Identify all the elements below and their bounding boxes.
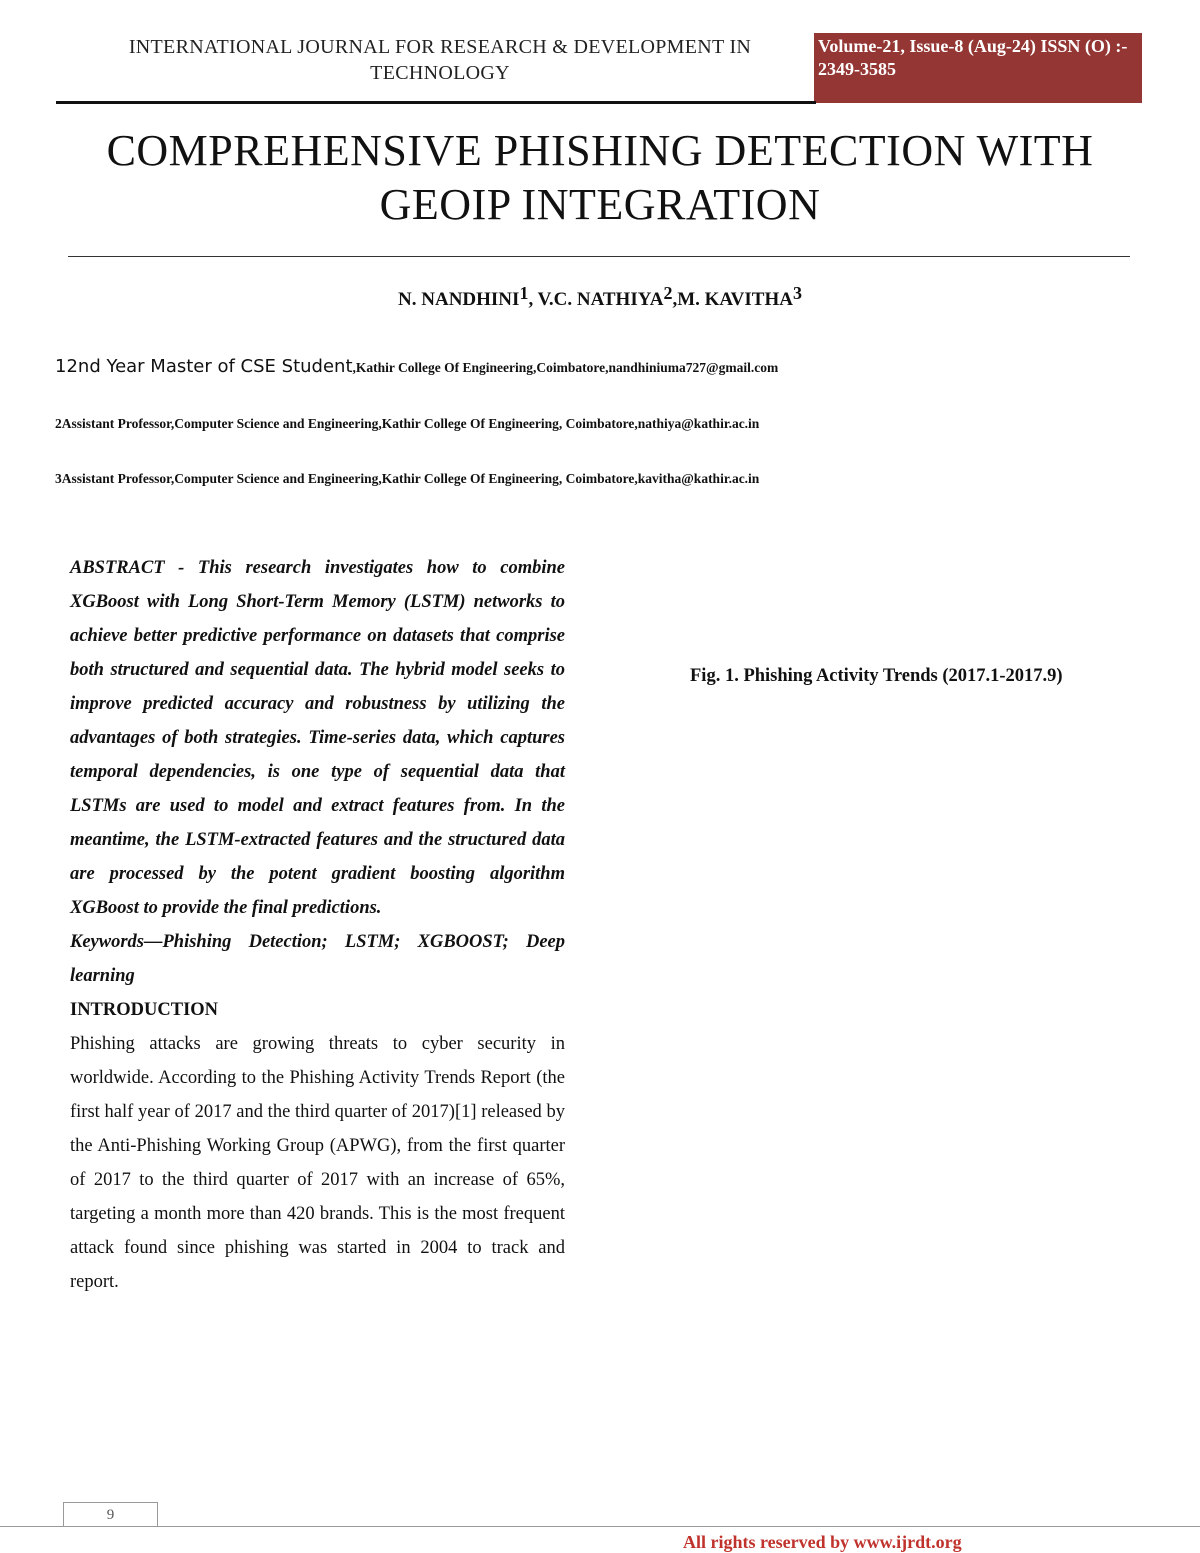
author-affiliation-mark: 3 <box>792 283 802 303</box>
affiliation-1 <box>55 356 778 377</box>
footer-divider <box>0 1526 1200 1527</box>
copyright-notice: All rights reserved by www.ijrdt.org <box>683 1532 962 1552</box>
header-divider <box>56 101 816 104</box>
left-column <box>70 551 565 1299</box>
author-name: N. NANDHINI <box>398 289 520 310</box>
page-number: 9 <box>63 1502 158 1526</box>
section-heading-introduction: INTRODUCTION <box>70 1000 219 1020</box>
author-name: V.C. NATHIYA <box>537 289 664 310</box>
journal-name: INTERNATIONAL JOURNAL FOR RESEARCH & DEVELOPMENT IN TECHNOLOGY <box>128 36 752 84</box>
introduction-text: Phishing attacks are growing threats to cyber security in worldwide. According to the Phishing Activity Trends Report (the first half year of 2017 and the third quarter of 2017)[1] released by the Anti-Phishing Working Group (APWG), from the first quarter of 2017 to the third quarter of 2017 with an increase of 65%, targeting a month more than 420 brands. This is the most frequent attack found since phishing was started in 2004 to track and report. <box>70 1034 565 1292</box>
abstract: ABSTRACT - This research investigates how to combine XGBoost with Long Short-Term Memory (LSTM) networks to achieve better predictive performance on datasets that comprise both structured and sequential data. The hybrid model seeks to improve predicted accuracy and robustness by utilizing the advantages of both strategies. Time-series data, which captures temporal dependencies, is one type of sequential data that LSTMs are used to model and extract features from. In the meantime, the LSTM-extracted features and the structured data are processed by the potent gradient boosting algorithm XGBoost to provide the final predictions. <box>70 558 565 918</box>
issue-info-box: Volume-21, Issue-8 (Aug-24) ISSN (O) :- 2349-3585 <box>814 33 1142 103</box>
affiliation-2: 2Assistant Professor,Computer Science and Engineering,Kathir College Of Engineering, Coimbatore,nathiya@kathir.ac.in <box>55 416 760 431</box>
author-name: M. KAVITHA <box>677 289 793 310</box>
affiliation-3: 3Assistant Professor,Computer Science and Engineering,Kathir College Of Engineering, Coimbatore,kavitha@kathir.ac.in <box>55 471 760 486</box>
affiliation-1-role: 12nd Year Master of CSE Student <box>55 356 353 377</box>
paper-title: COMPREHENSIVE PHISHING DETECTION WITH GEOIP INTEGRATION <box>106 126 1094 229</box>
figure-caption: Fig. 1. Phishing Activity Trends (2017.1-2017.9) <box>690 666 1063 686</box>
affiliation-1-details: ,Kathir College Of Engineering,Coimbatore,nandhiniuma727@gmail.com <box>352 360 779 375</box>
author-affiliation-mark: 2 <box>663 283 673 303</box>
author-list: N. NANDHINI$^1$, V.C. NATHIYA$^2$,M. KAVITHA$^3$ <box>398 283 802 310</box>
keywords: Keywords—Phishing Detection; LSTM; XGBOOST; Deep learning <box>70 932 565 986</box>
author-affiliation-mark: 1 <box>519 283 529 303</box>
title-divider <box>68 256 1130 257</box>
